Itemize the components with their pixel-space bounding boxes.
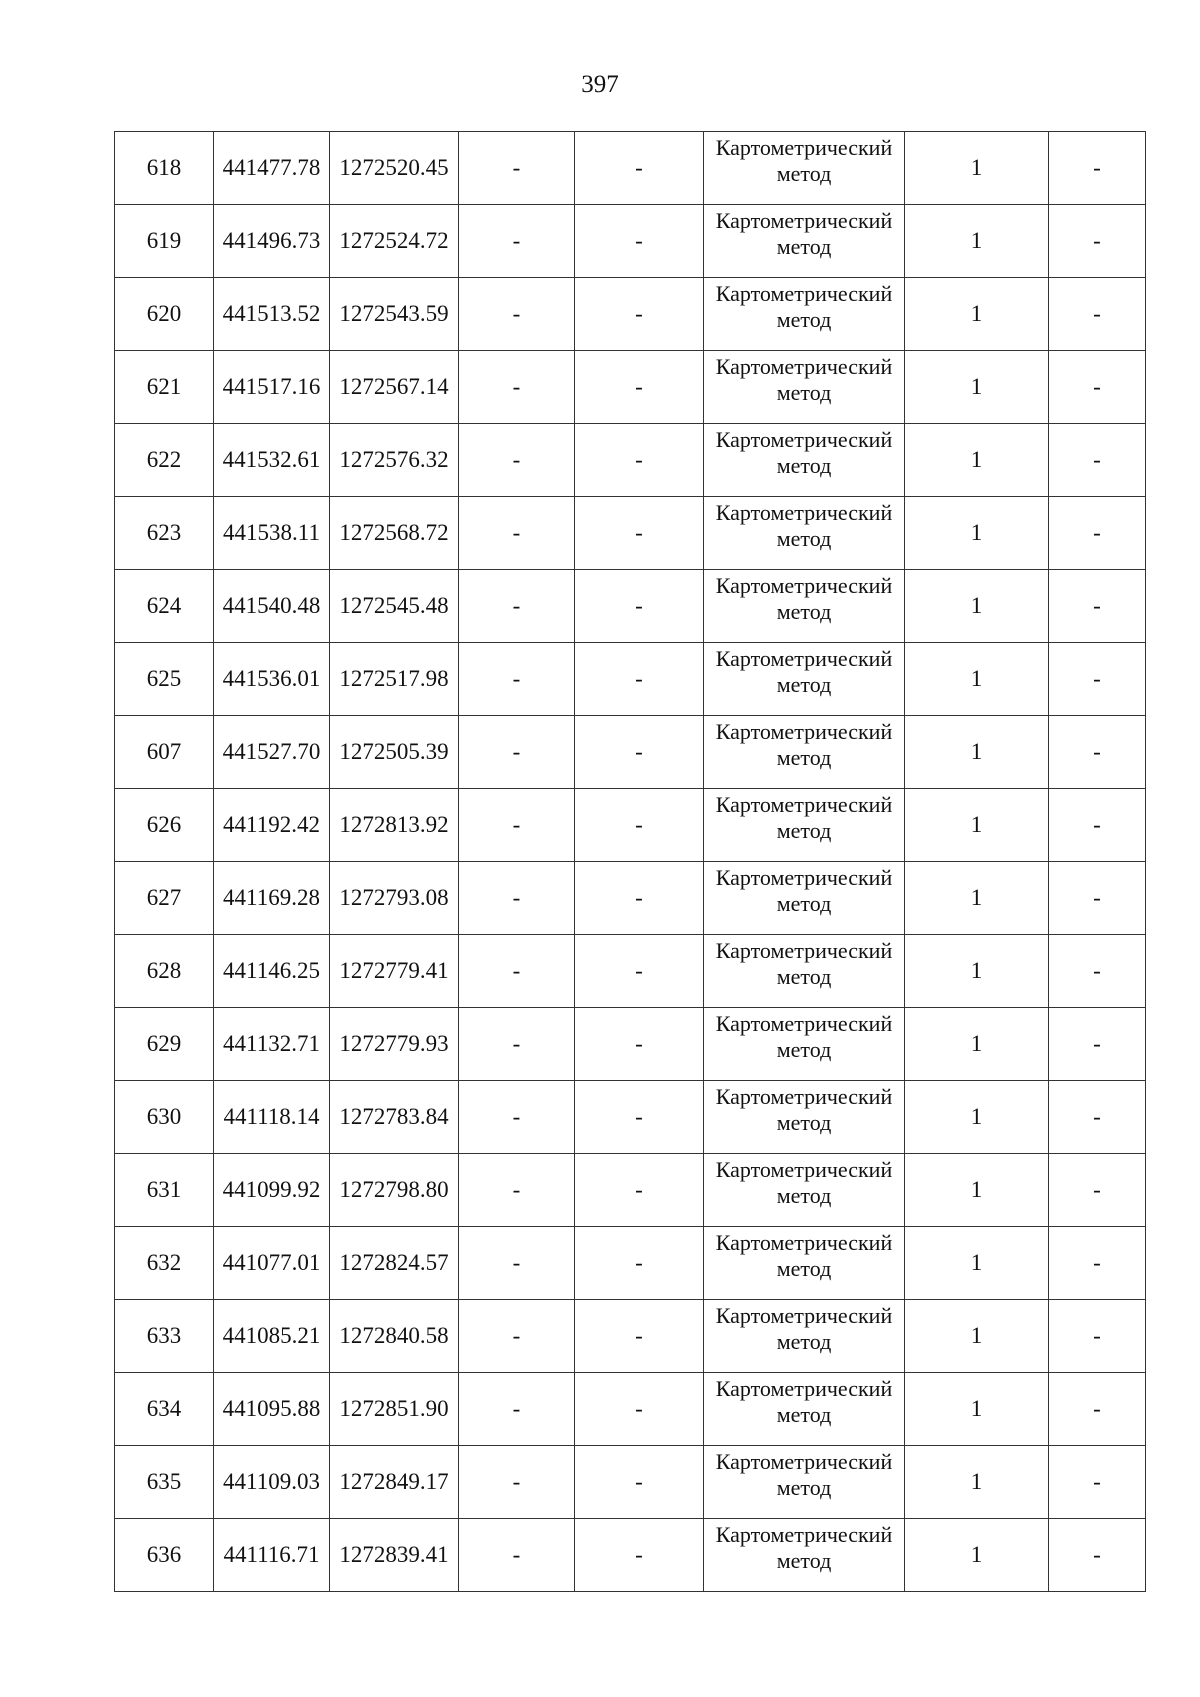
method-line-2: метод: [776, 818, 832, 843]
y-coordinate-cell: 1272824.57: [330, 1227, 459, 1300]
table-row: [115, 1154, 1146, 1227]
method-cell: [704, 1154, 905, 1227]
method-cell: [704, 424, 905, 497]
x-coordinate-cell: 441109.03: [214, 1446, 330, 1519]
column-5-cell: -: [575, 1008, 704, 1081]
column-4-cell: -: [459, 132, 575, 205]
method-line-2: метод: [776, 672, 832, 697]
method-line-1: Картометрический: [715, 792, 893, 817]
column-4-cell: -: [459, 205, 575, 278]
column-5-cell: -: [575, 424, 704, 497]
method-line-2: метод: [776, 526, 832, 551]
table-row: [115, 716, 1146, 789]
column-4-cell: -: [459, 497, 575, 570]
column-4-cell: -: [459, 935, 575, 1008]
table-row: [115, 570, 1146, 643]
column-4-cell: -: [459, 1446, 575, 1519]
method-cell: [704, 351, 905, 424]
method-line-2: метод: [776, 964, 832, 989]
column-5-cell: -: [575, 132, 704, 205]
table-row: [115, 1008, 1146, 1081]
y-coordinate-cell: 1272543.59: [330, 278, 459, 351]
column-5-cell: -: [575, 1227, 704, 1300]
point-number-cell: 628: [115, 935, 214, 1008]
accuracy-cell: 1: [905, 570, 1049, 643]
column-4-cell: -: [459, 1008, 575, 1081]
x-coordinate-cell: 441192.42: [214, 789, 330, 862]
method-line-2: метод: [776, 599, 832, 624]
point-number-cell: 620: [115, 278, 214, 351]
column-4-cell: -: [459, 351, 575, 424]
method-line-2: метод: [776, 745, 832, 770]
column-9-cell: -: [1049, 424, 1146, 497]
accuracy-cell: 1: [905, 643, 1049, 716]
accuracy-cell: 1: [905, 1154, 1049, 1227]
column-5-cell: -: [575, 570, 704, 643]
method-cell: [704, 1446, 905, 1519]
column-5-cell: -: [575, 716, 704, 789]
table-row: [115, 351, 1146, 424]
accuracy-cell: 1: [905, 789, 1049, 862]
column-5-cell: -: [575, 351, 704, 424]
method-line-1: Картометрический: [715, 719, 893, 744]
method-line-1: Картометрический: [715, 1157, 893, 1182]
method-cell: [704, 1008, 905, 1081]
accuracy-cell: 1: [905, 424, 1049, 497]
table-row: [115, 132, 1146, 205]
y-coordinate-cell: 1272568.72: [330, 497, 459, 570]
table-row: [115, 1300, 1146, 1373]
y-coordinate-cell: 1272520.45: [330, 132, 459, 205]
accuracy-cell: 1: [905, 351, 1049, 424]
y-coordinate-cell: 1272840.58: [330, 1300, 459, 1373]
table-row: [115, 278, 1146, 351]
method-line-1: Картометрический: [715, 1522, 893, 1547]
point-number-cell: 630: [115, 1081, 214, 1154]
method-cell: [704, 132, 905, 205]
table-body: [115, 132, 1146, 1592]
accuracy-cell: 1: [905, 497, 1049, 570]
method-line-2: метод: [776, 453, 832, 478]
method-cell: [704, 570, 905, 643]
point-number-cell: 619: [115, 205, 214, 278]
column-4-cell: -: [459, 424, 575, 497]
column-5-cell: -: [575, 643, 704, 716]
accuracy-cell: 1: [905, 1300, 1049, 1373]
x-coordinate-cell: 441532.61: [214, 424, 330, 497]
table-row: [115, 1081, 1146, 1154]
column-4-cell: -: [459, 643, 575, 716]
column-5-cell: -: [575, 278, 704, 351]
column-9-cell: -: [1049, 205, 1146, 278]
column-4-cell: -: [459, 1081, 575, 1154]
x-coordinate-cell: 441517.16: [214, 351, 330, 424]
column-9-cell: -: [1049, 1446, 1146, 1519]
y-coordinate-cell: 1272849.17: [330, 1446, 459, 1519]
y-coordinate-cell: 1272798.80: [330, 1154, 459, 1227]
method-cell: [704, 1081, 905, 1154]
column-4-cell: -: [459, 862, 575, 935]
accuracy-cell: 1: [905, 1008, 1049, 1081]
accuracy-cell: 1: [905, 935, 1049, 1008]
method-line-2: метод: [776, 1548, 832, 1573]
method-line-2: метод: [776, 1110, 832, 1135]
column-5-cell: -: [575, 497, 704, 570]
column-4-cell: -: [459, 1373, 575, 1446]
column-5-cell: -: [575, 789, 704, 862]
x-coordinate-cell: 441536.01: [214, 643, 330, 716]
method-line-1: Картометрический: [715, 938, 893, 963]
column-9-cell: -: [1049, 716, 1146, 789]
method-line-1: Картометрический: [715, 1303, 893, 1328]
column-5-cell: -: [575, 1154, 704, 1227]
column-4-cell: -: [459, 716, 575, 789]
method-line-2: метод: [776, 234, 832, 259]
table-row: [115, 1519, 1146, 1592]
y-coordinate-cell: 1272779.41: [330, 935, 459, 1008]
column-4-cell: -: [459, 1519, 575, 1592]
accuracy-cell: 1: [905, 862, 1049, 935]
column-9-cell: -: [1049, 132, 1146, 205]
method-cell: [704, 935, 905, 1008]
point-number-cell: 632: [115, 1227, 214, 1300]
table-row: [115, 643, 1146, 716]
table-row: [115, 1373, 1146, 1446]
method-line-2: метод: [776, 1183, 832, 1208]
method-cell: [704, 716, 905, 789]
accuracy-cell: 1: [905, 1227, 1049, 1300]
method-cell: [704, 789, 905, 862]
column-9-cell: -: [1049, 1081, 1146, 1154]
point-number-cell: 625: [115, 643, 214, 716]
point-number-cell: 626: [115, 789, 214, 862]
accuracy-cell: 1: [905, 1081, 1049, 1154]
column-4-cell: -: [459, 1154, 575, 1227]
point-number-cell: 634: [115, 1373, 214, 1446]
x-coordinate-cell: 441538.11: [214, 497, 330, 570]
method-line-1: Картометрический: [715, 1230, 893, 1255]
x-coordinate-cell: 441099.92: [214, 1154, 330, 1227]
column-4-cell: -: [459, 570, 575, 643]
accuracy-cell: 1: [905, 205, 1049, 278]
method-cell: [704, 278, 905, 351]
method-line-2: метод: [776, 1256, 832, 1281]
method-line-1: Картометрический: [715, 646, 893, 671]
method-cell: [704, 1373, 905, 1446]
method-line-2: метод: [776, 1037, 832, 1062]
y-coordinate-cell: 1272505.39: [330, 716, 459, 789]
point-number-cell: 631: [115, 1154, 214, 1227]
x-coordinate-cell: 441146.25: [214, 935, 330, 1008]
method-line-2: метод: [776, 161, 832, 186]
x-coordinate-cell: 441116.71: [214, 1519, 330, 1592]
point-number-cell: 629: [115, 1008, 214, 1081]
method-line-1: Картометрический: [715, 427, 893, 452]
method-cell: [704, 1519, 905, 1592]
column-9-cell: -: [1049, 862, 1146, 935]
table-row: [115, 789, 1146, 862]
method-line-1: Картометрический: [715, 281, 893, 306]
column-4-cell: -: [459, 789, 575, 862]
column-5-cell: -: [575, 1300, 704, 1373]
method-cell: [704, 205, 905, 278]
column-9-cell: -: [1049, 1227, 1146, 1300]
method-line-1: Картометрический: [715, 354, 893, 379]
table-row: [115, 862, 1146, 935]
method-line-2: метод: [776, 1402, 832, 1427]
table-row: [115, 205, 1146, 278]
point-number-cell: 618: [115, 132, 214, 205]
point-number-cell: 624: [115, 570, 214, 643]
x-coordinate-cell: 441169.28: [214, 862, 330, 935]
column-5-cell: -: [575, 205, 704, 278]
column-4-cell: -: [459, 278, 575, 351]
method-line-1: Картометрический: [715, 208, 893, 233]
y-coordinate-cell: 1272567.14: [330, 351, 459, 424]
y-coordinate-cell: 1272839.41: [330, 1519, 459, 1592]
y-coordinate-cell: 1272793.08: [330, 862, 459, 935]
column-9-cell: -: [1049, 497, 1146, 570]
coordinates-table: [114, 131, 1146, 1592]
accuracy-cell: 1: [905, 1373, 1049, 1446]
method-cell: [704, 1300, 905, 1373]
method-line-1: Картометрический: [715, 865, 893, 890]
point-number-cell: 627: [115, 862, 214, 935]
y-coordinate-cell: 1272576.32: [330, 424, 459, 497]
column-5-cell: -: [575, 1373, 704, 1446]
x-coordinate-cell: 441540.48: [214, 570, 330, 643]
method-line-2: метод: [776, 891, 832, 916]
accuracy-cell: 1: [905, 278, 1049, 351]
table-row: [115, 935, 1146, 1008]
column-9-cell: -: [1049, 789, 1146, 862]
point-number-cell: 623: [115, 497, 214, 570]
point-number-cell: 621: [115, 351, 214, 424]
accuracy-cell: 1: [905, 716, 1049, 789]
x-coordinate-cell: 441095.88: [214, 1373, 330, 1446]
point-number-cell: 635: [115, 1446, 214, 1519]
column-9-cell: -: [1049, 351, 1146, 424]
accuracy-cell: 1: [905, 132, 1049, 205]
method-line-1: Картометрический: [715, 1084, 893, 1109]
y-coordinate-cell: 1272545.48: [330, 570, 459, 643]
column-9-cell: -: [1049, 1008, 1146, 1081]
column-4-cell: -: [459, 1300, 575, 1373]
method-cell: [704, 497, 905, 570]
point-number-cell: 636: [115, 1519, 214, 1592]
column-5-cell: -: [575, 935, 704, 1008]
y-coordinate-cell: 1272779.93: [330, 1008, 459, 1081]
method-line-1: Картометрический: [715, 1376, 893, 1401]
method-cell: [704, 1227, 905, 1300]
x-coordinate-cell: 441527.70: [214, 716, 330, 789]
x-coordinate-cell: 441077.01: [214, 1227, 330, 1300]
table-row: [115, 1446, 1146, 1519]
method-cell: [704, 643, 905, 716]
y-coordinate-cell: 1272524.72: [330, 205, 459, 278]
x-coordinate-cell: 441496.73: [214, 205, 330, 278]
method-line-1: Картометрический: [715, 573, 893, 598]
column-9-cell: -: [1049, 935, 1146, 1008]
column-5-cell: -: [575, 862, 704, 935]
column-9-cell: -: [1049, 1300, 1146, 1373]
point-number-cell: 622: [115, 424, 214, 497]
column-9-cell: -: [1049, 643, 1146, 716]
x-coordinate-cell: 441085.21: [214, 1300, 330, 1373]
accuracy-cell: 1: [905, 1519, 1049, 1592]
method-line-1: Картометрический: [715, 500, 893, 525]
column-9-cell: -: [1049, 1154, 1146, 1227]
table-row: [115, 497, 1146, 570]
y-coordinate-cell: 1272517.98: [330, 643, 459, 716]
method-line-2: метод: [776, 380, 832, 405]
column-5-cell: -: [575, 1446, 704, 1519]
method-line-1: Картометрический: [715, 1449, 893, 1474]
accuracy-cell: 1: [905, 1446, 1049, 1519]
y-coordinate-cell: 1272783.84: [330, 1081, 459, 1154]
x-coordinate-cell: 441118.14: [214, 1081, 330, 1154]
y-coordinate-cell: 1272813.92: [330, 789, 459, 862]
column-4-cell: -: [459, 1227, 575, 1300]
x-coordinate-cell: 441477.78: [214, 132, 330, 205]
point-number-cell: 633: [115, 1300, 214, 1373]
method-line-2: метод: [776, 1329, 832, 1354]
table-row: [115, 1227, 1146, 1300]
x-coordinate-cell: 441132.71: [214, 1008, 330, 1081]
column-9-cell: -: [1049, 570, 1146, 643]
column-9-cell: -: [1049, 1373, 1146, 1446]
x-coordinate-cell: 441513.52: [214, 278, 330, 351]
method-line-2: метод: [776, 307, 832, 332]
column-5-cell: -: [575, 1081, 704, 1154]
point-number-cell: 607: [115, 716, 214, 789]
method-line-1: Картометрический: [715, 1011, 893, 1036]
page-number: 397: [581, 71, 619, 98]
table-row: [115, 424, 1146, 497]
y-coordinate-cell: 1272851.90: [330, 1373, 459, 1446]
method-line-2: метод: [776, 1475, 832, 1500]
method-line-1: Картометрический: [715, 135, 893, 160]
column-5-cell: -: [575, 1519, 704, 1592]
column-9-cell: -: [1049, 1519, 1146, 1592]
column-9-cell: -: [1049, 278, 1146, 351]
method-cell: [704, 862, 905, 935]
